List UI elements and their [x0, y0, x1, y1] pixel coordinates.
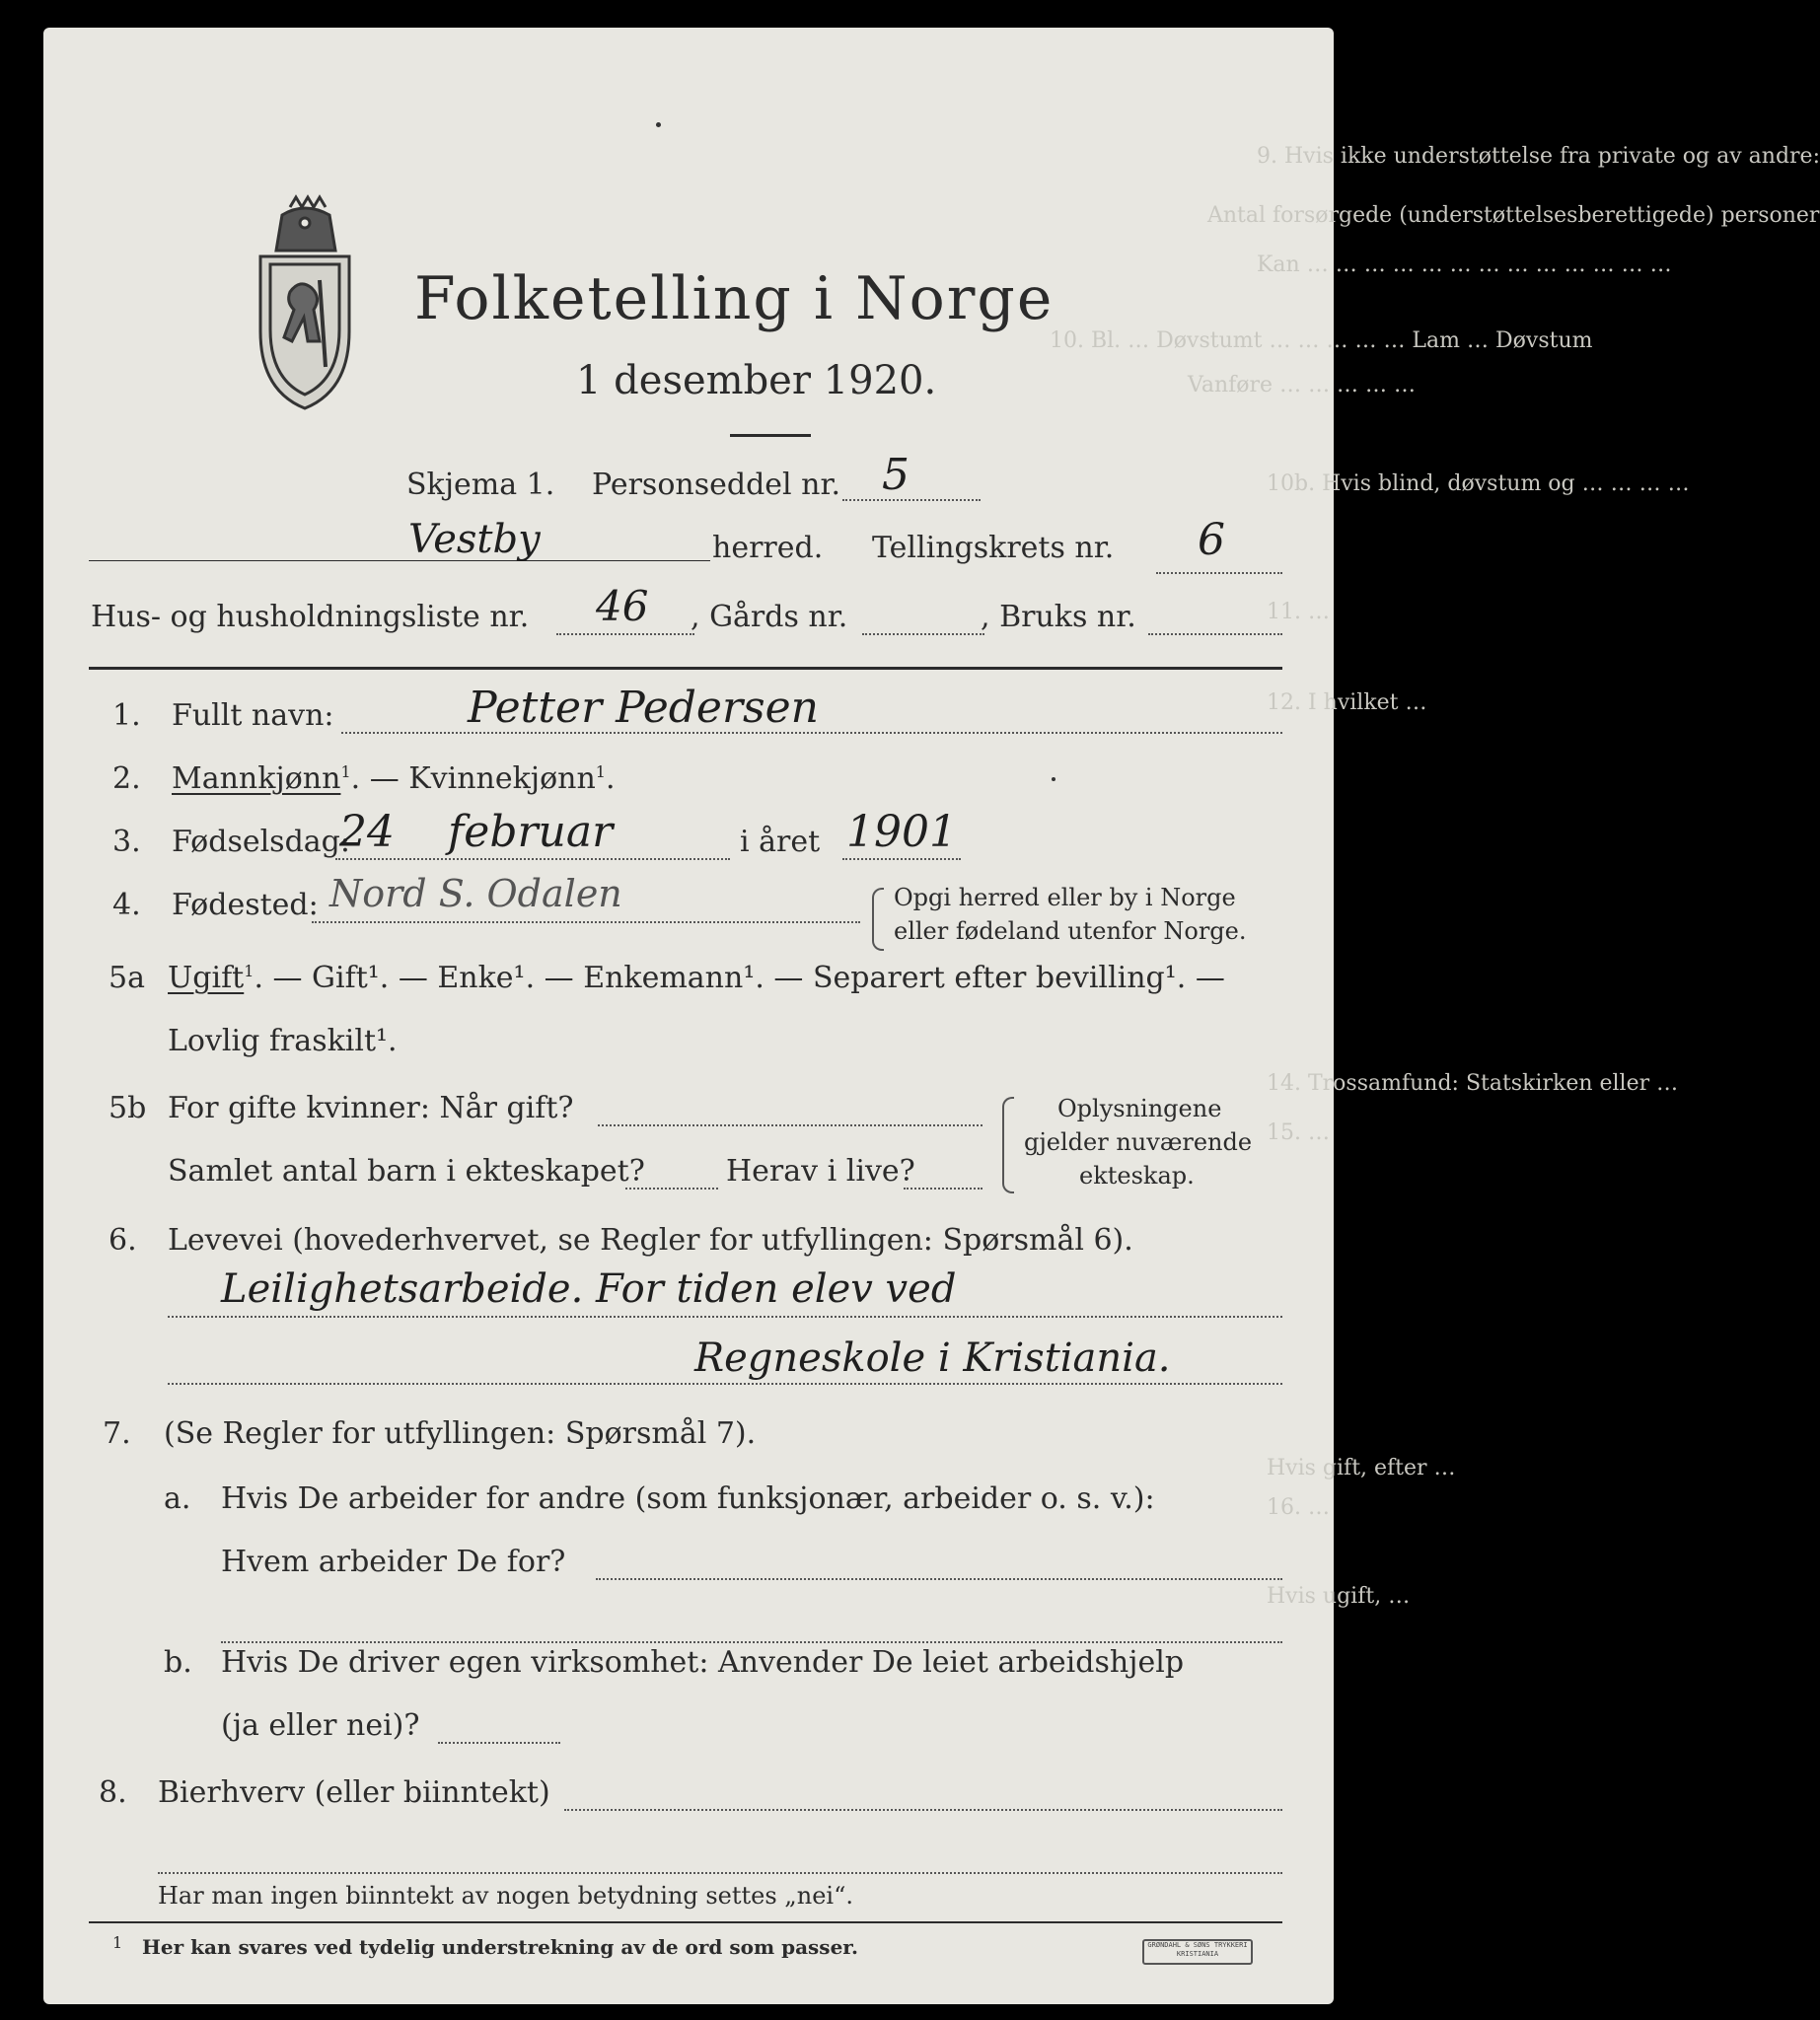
- birthplace-note-2: eller fødeland utenfor Norge.: [894, 917, 1247, 945]
- q5b-note-3: ekteskap.: [1079, 1162, 1195, 1190]
- birthplace-note-1: Opgi herred eller by i Norge: [894, 884, 1236, 911]
- printer-stamp: GRØNDAHL & SØNS TRYKKERI KRISTIANIA: [1142, 1939, 1253, 1965]
- q3-year-label: i året: [740, 825, 821, 859]
- header-divider: [89, 667, 1282, 670]
- title-divider: [730, 434, 811, 437]
- q4-number: 4.: [112, 888, 141, 922]
- q7-number: 7.: [103, 1416, 131, 1451]
- herred-label: herred.: [712, 531, 824, 565]
- ink-dot: [656, 122, 661, 127]
- footnote-text: Her kan svares ved tydelig understrekning av de ord som passer.: [142, 1935, 858, 1959]
- q5a-number: 5a: [109, 961, 145, 995]
- personseddel-number: 5: [882, 450, 910, 500]
- q7-label: (Se Regler for utfyllingen: Spørsmål 7).: [164, 1416, 757, 1451]
- bleed-text: 16. …: [1267, 1495, 1330, 1520]
- marital-status-options: Ugift$^1$. — Gift¹. — Enke¹. — Enkemann¹. — Separert efter bevilling¹. —: [168, 961, 1225, 995]
- occupation-value-1: Leilighetsarbeide. For tiden elev ved: [221, 1266, 957, 1312]
- hus-label: Hus- og husholdningsliste nr.: [91, 600, 530, 634]
- q8-number: 8.: [99, 1775, 127, 1810]
- bleed-text: Kan … … … … … … … … … … … … …: [1257, 252, 1672, 277]
- bleed-text: 9. Hvis ikke understøttelse fra private og av andre:: [1257, 144, 1820, 169]
- census-form: [43, 28, 1820, 2004]
- tellingskrets-number: 6: [1198, 515, 1225, 565]
- bleed-text: 10b. Hvis blind, døvstum og … … … …: [1267, 471, 1690, 496]
- q3-label: Fødselsdag:: [172, 825, 350, 859]
- q7a-line-1: Hvis De arbeider for andre (som funksjonær, arbeider o. s. v.):: [221, 1481, 1155, 1516]
- q5b-children-total: Samlet antal barn i ekteskapet?: [168, 1154, 645, 1189]
- q1-number: 1.: [112, 698, 141, 733]
- bleed-text: Antal forsørgede (understøttelsesberettigede) personer: [1207, 203, 1820, 228]
- hus-number: 46: [596, 582, 649, 630]
- personseddel-label: Personseddel nr.: [592, 468, 841, 502]
- q7b-line-1: Hvis De driver egen virksomhet: Anvender De leiet arbeidshjelp: [221, 1645, 1185, 1680]
- bleed-text: Vanføre … … … … …: [1188, 373, 1417, 397]
- q5b-children-alive: Herav i live?: [726, 1154, 915, 1189]
- birth-day-value: 24: [339, 807, 395, 857]
- q5b-when-married: For gifte kvinner: Når gift?: [168, 1091, 574, 1125]
- q7b-number: b.: [164, 1645, 192, 1680]
- q4-label: Fødested:: [172, 888, 319, 922]
- q7a-line-2: Hvem arbeider De for?: [221, 1545, 566, 1579]
- bleed-text: 14. Trossamfund: Statskirken eller …: [1267, 1071, 1679, 1096]
- page-title: Folketelling i Norge: [414, 264, 1055, 333]
- q3-number: 3.: [112, 825, 141, 859]
- tellingskrets-label: Tellingskrets nr.: [872, 531, 1115, 565]
- bleed-text: 15. …: [1267, 1120, 1330, 1145]
- male-option-selected: Mannkjønn: [172, 761, 341, 796]
- gards-label: , Gårds nr.: [691, 600, 848, 634]
- unmarried-option-selected: Ugift: [168, 961, 245, 995]
- census-date: 1 desember 1920.: [576, 358, 937, 403]
- q8-label: Bierhverv (eller biinntekt): [158, 1775, 550, 1810]
- footnote-mark: 1: [112, 1933, 123, 1952]
- q6-label: Levevei (hovederhvervet, se Regler for utfyllingen: Spørsmål 6).: [168, 1223, 1133, 1258]
- q7a-number: a.: [164, 1481, 191, 1516]
- birth-month-value: februar: [448, 807, 614, 857]
- q1-label: Fullt navn:: [172, 698, 334, 733]
- q2-number: 2.: [112, 761, 141, 796]
- q5b-number: 5b: [109, 1091, 147, 1125]
- bleed-text: 12. I hvilket …: [1267, 690, 1427, 715]
- herred-value: Vestby: [408, 517, 541, 562]
- q5b-note-1: Oplysningene: [1057, 1095, 1222, 1122]
- birthplace-value: Nord S. Odalen: [329, 872, 622, 915]
- q5b-note-2: gjelder nuværende: [1024, 1128, 1253, 1156]
- occupation-value-2: Regneskole i Kristiania.: [694, 1335, 1171, 1381]
- gender-options: Mannkjønn$^1$. — Kvinnekjønn$^1$.: [172, 761, 616, 796]
- bruks-label: , Bruks nr.: [981, 600, 1136, 634]
- q8-note: Har man ingen biinntekt av nogen betydning settes „nei“.: [158, 1882, 853, 1910]
- full-name-value: Petter Pedersen: [468, 683, 819, 733]
- bleed-text: 11. …: [1267, 600, 1330, 624]
- bleed-text: Hvis gift, efter …: [1267, 1456, 1456, 1480]
- norway-coat-of-arms-icon: [251, 193, 359, 412]
- q6-number: 6.: [109, 1223, 137, 1258]
- marital-status-line-2: Lovlig fraskilt¹.: [168, 1024, 398, 1058]
- bleed-text: Hvis ugift, …: [1267, 1584, 1411, 1609]
- birth-year-value: 1901: [846, 807, 957, 857]
- bleed-text: 10. Bl. … Døvstumt … … … … … Lam … Døvstum: [1050, 328, 1593, 353]
- footer-divider: [89, 1921, 1282, 1923]
- schema-label: Skjema 1.: [406, 468, 555, 502]
- q7b-line-2: (ja eller nei)?: [221, 1708, 420, 1743]
